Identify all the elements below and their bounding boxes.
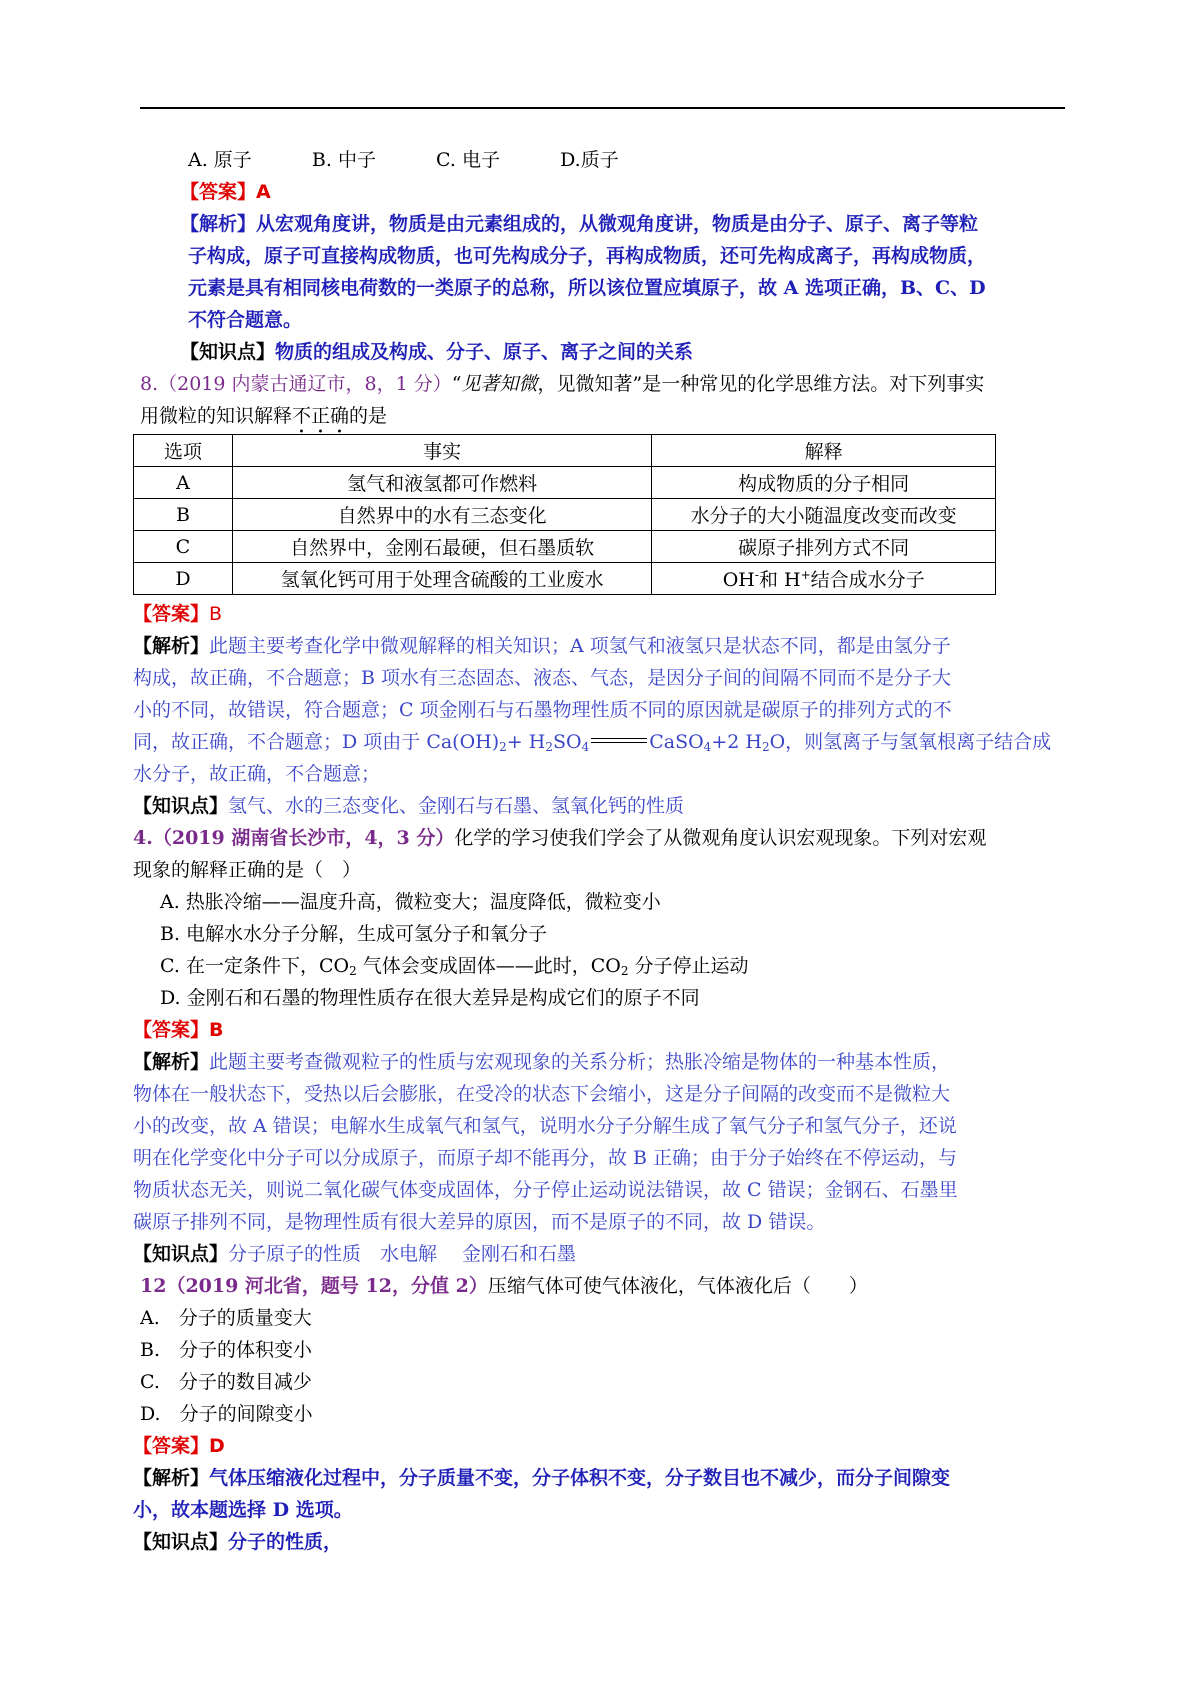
q7-option-c: C. 电子: [436, 149, 500, 171]
table-cell: 碳原子排列方式不同: [652, 531, 996, 563]
table-row: [134, 563, 996, 595]
table-cell: OH-和 H+结合成水分子: [652, 563, 996, 595]
q7-knowledge: 【知识点】物质的组成及构成、分子、原子、离子之间的关系: [180, 341, 694, 363]
q12-option-b: B. 分子的体积变小: [140, 1339, 313, 1361]
emphasis-not-correct: 不正确: [292, 405, 350, 427]
q8-analysis-equation-line: 同，故正确，不合题意；D 项由于 $Ca(OH)_2+ H_2SO_4$ CaSO$_4$+2 $H_2O$，则氢离子与氢氧根离子结合成: [133, 731, 1052, 754]
q8-analysis-line-2: 构成，故正确，不合题意；B 项水有三态固态、液态、气态，是因分子间的间隔不同而不是分子大: [133, 667, 952, 689]
table-cell: 构成物质的分子相同: [652, 467, 996, 499]
q4-stem-line-2: 现象的解释正确的是（ ）: [133, 859, 362, 881]
q12-option-a: A. 分子的质量变大: [140, 1307, 312, 1329]
q8-stem-line-1: 8.（2019 内蒙古通辽市，8，1 分）“见著知微，见微知著”是一种常见的化学思维方法。对下列事实: [140, 373, 985, 395]
header-rule: [140, 107, 1065, 109]
q4-analysis-line-4: 明在化学变化中分子可以分成原子，而原子却不能再分，故 B 正确；由于分子始终在不停运动，与: [133, 1147, 958, 1169]
table-header-explanation: 解释: [652, 435, 996, 467]
q7-option-b: B. 中子: [311, 149, 376, 171]
q4-option-c: C. 在一定条件下，$CO_2$ 气体会变成固体——此时，$CO_2$ 分子停止运动: [160, 955, 749, 978]
q12-stem: 12（2019 河北省，题号 12，分值 2）压缩气体可使气体液化，气体液化后（ ）: [140, 1275, 868, 1297]
q4-knowledge: 【知识点】分子原子的性质 水电解 金刚石和石墨: [133, 1243, 577, 1265]
table-cell: A: [134, 467, 233, 499]
q7-option-a: A. 原子: [188, 149, 252, 171]
table-cell: 自然界中的水有三态变化: [232, 499, 651, 531]
q4-analysis-line-3: 小的改变，故 A 错误；电解水生成氧气和氢气，说明水分子分解生成了氧气分子和氢气分子，还说: [133, 1115, 957, 1137]
table-row: [134, 531, 996, 563]
q8-stem-line-2: 用微粒的知识解释不正确的是: [140, 405, 388, 427]
explanation-table: [133, 434, 996, 595]
q7-analysis-line-3: 元素是具有相同核电荷数的一类原子的总称，所以该位置应填原子，故 A 选项正确，B、C、D: [188, 277, 986, 299]
q8-analysis-line-3: 小的不同，故错误，符合题意；C 项金刚石与石墨物理性质不同的原因就是碳原子的排列方式的不: [133, 699, 952, 721]
q4-analysis-line-6: 碳原子排列不同，是物理性质有很大差异的原因，而不是原子的不同，故 D 错误。: [133, 1211, 826, 1233]
q4-option-a: A. 热胀冷缩——温度升高，微粒变大；温度降低，微粒变小: [160, 891, 661, 913]
q12-knowledge: 【知识点】分子的性质，: [133, 1531, 343, 1553]
q7-analysis-line-2: 子构成，原子可直接构成物质，也可先构成分子，再构成物质，还可先构成离子，再构成物质，: [188, 245, 987, 267]
q4-option-b: B. 电解水水分子分解，生成可氢分子和氧分子: [160, 923, 548, 945]
q7-option-d: D.质子: [560, 149, 619, 171]
table-header-option: 选项: [134, 435, 233, 467]
q12-analysis-line-2: 小，故本题选择 D 选项。: [133, 1499, 353, 1521]
q4-analysis-line-5: 物质状态无关，则说二氧化碳气体变成固体，分子停止运动说法错误，故 C 错误；金钢石、石墨里: [133, 1179, 958, 1201]
q4-option-d: D. 金刚石和石墨的物理性质存在很大差异是构成它们的原子不同: [160, 987, 700, 1009]
table-cell: D: [134, 563, 233, 595]
table-cell: C: [134, 531, 233, 563]
q7-analysis-line-1: 【解析】从宏观角度讲，物质是由元素组成的，从微观角度讲，物质是由分子、原子、离子等粒: [180, 213, 979, 235]
q8-analysis-line-1: 【解析】此题主要考查化学中微观解释的相关知识；A 项氢气和液氢只是状态不同，都是由氢分子: [133, 635, 951, 657]
q7-options: [188, 148, 619, 172]
q8-knowledge: 【知识点】氢气、水的三态变化、金刚石与石墨、氢氧化钙的性质: [133, 795, 685, 817]
table-row: [134, 499, 996, 531]
q4-stem-line-1: 4.（2019 湖南省长沙市，4，3 分）化学的学习使我们学会了从微观角度认识宏观现象。下列对宏观: [133, 827, 987, 849]
table-cell: 水分子的大小随温度改变而改变: [652, 499, 996, 531]
table-cell: 氢气和液氢都可作燃料: [232, 467, 651, 499]
q7-answer: 【答案】A: [180, 181, 271, 203]
q7-analysis-line-4: 不符合题意。: [188, 309, 303, 331]
q4-analysis-line-2: 物体在一般状态下，受热以后会膨胀，在受冷的状态下会缩小，这是分子间隔的改变而不是微粒大: [133, 1083, 951, 1105]
equals-sign: [591, 738, 647, 743]
q8-analysis-line-5: 水分子，故正确，不合题意；: [133, 763, 381, 785]
q8-answer: 【答案】B: [133, 603, 223, 625]
q4-analysis-line-1: 【解析】此题主要考查微观粒子的性质与宏观现象的关系分析；热胀冷缩是物体的一种基本性质，: [133, 1051, 951, 1073]
q4-answer: 【答案】B: [133, 1019, 224, 1041]
table-header-row: [134, 435, 996, 467]
table-header-fact: 事实: [232, 435, 651, 467]
q12-analysis-line-1: 【解析】气体压缩液化过程中，分子质量不变，分子体积不变，分子数目也不减少，而分子间隙变: [133, 1467, 951, 1489]
table-row: [134, 467, 996, 499]
q12-option-d: D. 分子的间隙变小: [140, 1403, 313, 1425]
table-cell: 自然界中，金刚石最硬，但石墨质软: [232, 531, 651, 563]
q12-option-c: C. 分子的数目减少: [140, 1371, 312, 1393]
table-cell: B: [134, 499, 233, 531]
table-cell: 氢氧化钙可用于处理含硫酸的工业废水: [232, 563, 651, 595]
q12-answer: 【答案】D: [133, 1435, 225, 1457]
